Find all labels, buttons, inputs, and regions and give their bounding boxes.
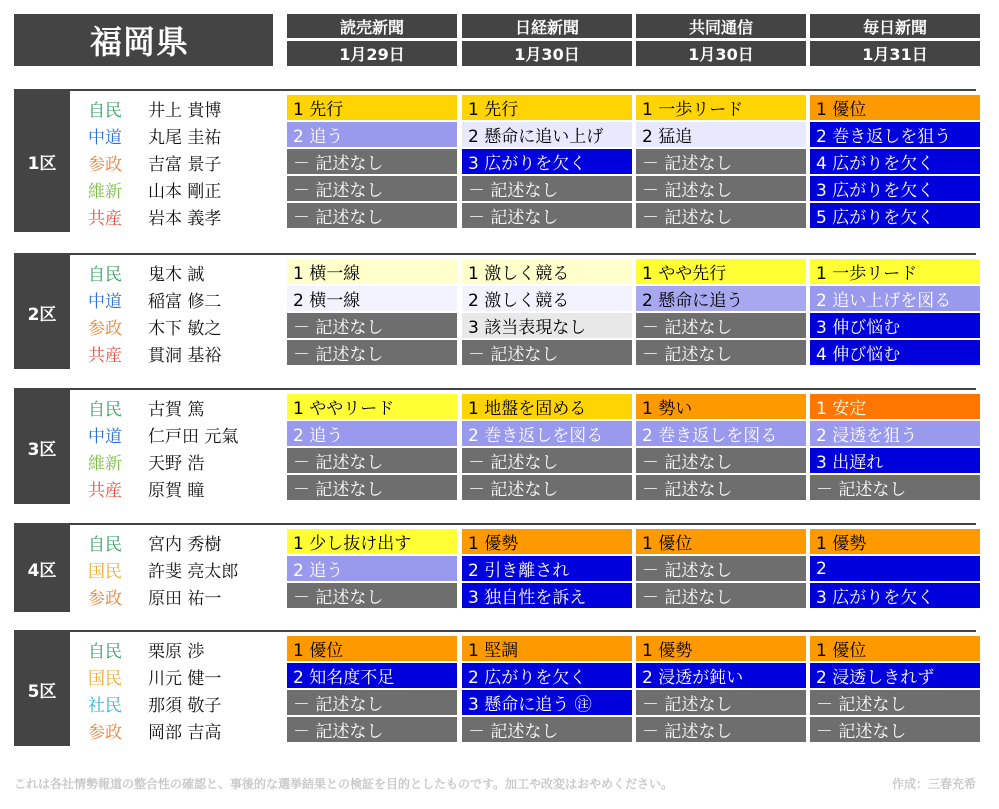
newspaper-header [462, 14, 632, 66]
candidate-name: 岩本 義孝 [148, 208, 222, 229]
assessment-cell: － 記述なし [287, 717, 457, 742]
assessment-cell: － 記述なし [810, 475, 980, 500]
assessment-cell: 1 横一線 [287, 259, 457, 284]
assessment-cell: 2 広がりを欠く [462, 663, 632, 688]
assessment-cell: － 記述なし [462, 475, 632, 500]
party-label: 中道 [88, 127, 122, 148]
assessment-cell: － 記述なし [636, 203, 806, 228]
party-label: 中道 [88, 426, 122, 447]
party-label: 自民 [88, 100, 122, 121]
assessment-cell: － 記述なし [287, 583, 457, 608]
footer-note: これは各社情勢報道の整合性の確認と、事後的な選挙結果との検証を目的としたものです。加工や改変はおやめください。 [14, 777, 674, 791]
newspaper-name: 読売新聞 [287, 14, 457, 38]
party-label: 自民 [88, 641, 122, 662]
assessment-cell: 1 勢い [636, 394, 806, 419]
assessment-cell: 3 出遅れ [810, 448, 980, 473]
district-label: 1区 [14, 91, 70, 232]
candidate-name: 稲富 修二 [148, 291, 222, 312]
footer-credit: 作成：三春充希 [891, 777, 976, 791]
assessment-cell: － 記述なし [636, 556, 806, 581]
district-separator [14, 89, 976, 91]
assessment-cell: 2 追う [287, 421, 457, 446]
party-label: 維新 [88, 453, 122, 474]
party-label: 共産 [88, 480, 122, 501]
assessment-cell: 1 やや先行 [636, 259, 806, 284]
assessment-cell: 1 堅調 [462, 636, 632, 661]
assessment-cell: － 記述なし [287, 176, 457, 201]
assessment-cell: 2 知名度不足 [287, 663, 457, 688]
assessment-cell: － 記述なし [287, 203, 457, 228]
newspaper-header [810, 14, 980, 66]
assessment-cell: 1 優勢 [462, 529, 632, 554]
party-label: 自民 [88, 534, 122, 555]
district-label: 2区 [14, 255, 70, 369]
assessment-cell: 2 引き離され [462, 556, 632, 581]
assessment-cell: 2 巻き返しを図る [462, 421, 632, 446]
assessment-cell: － 記述なし [462, 203, 632, 228]
newspaper-date: 1月31日 [810, 41, 980, 66]
assessment-cell: 2 懸命に追い上げ [462, 122, 632, 147]
party-label: 参政 [88, 318, 122, 339]
assessment-cell: － 記述なし [636, 717, 806, 742]
assessment-cell: 1 先行 [462, 95, 632, 120]
candidate-name: 原田 祐一 [148, 588, 222, 609]
assessment-cell: 1 激しく競る [462, 259, 632, 284]
assessment-cell: 2 浸透しきれず [810, 663, 980, 688]
party-label: 国民 [88, 561, 122, 582]
assessment-cell: － 記述なし [636, 313, 806, 338]
assessment-cell: － 記述なし [462, 340, 632, 365]
assessment-cell: 5 広がりを欠く [810, 203, 980, 228]
candidate-name: 那須 敬子 [148, 695, 222, 716]
assessment-cell: 3 広がりを欠く [462, 149, 632, 174]
candidate-name: 許斐 亮太郎 [148, 561, 239, 582]
assessment-cell: 1 先行 [287, 95, 457, 120]
footer [14, 775, 976, 792]
assessment-cell: 2 追う [287, 556, 457, 581]
assessment-cell: － 記述なし [636, 690, 806, 715]
assessment-cell: 2 巻き返しを図る [636, 421, 806, 446]
assessment-cell: 4 伸び悩む [810, 340, 980, 365]
newspaper-header [287, 14, 457, 66]
newspaper-name: 日経新聞 [462, 14, 632, 38]
assessment-cell: 1 地盤を固める [462, 394, 632, 419]
party-label: 共産 [88, 208, 122, 229]
party-label: 自民 [88, 264, 122, 285]
assessment-cell: 2 浸透が鈍い [636, 663, 806, 688]
assessment-cell: － 記述なし [287, 313, 457, 338]
assessment-cell: 3 独自性を訴え [462, 583, 632, 608]
newspaper-date: 1月30日 [462, 41, 632, 66]
candidate-name: 吉富 景子 [148, 154, 222, 175]
assessment-cell: 3 懸命に追う ㊟ [462, 690, 632, 715]
district-label: 3区 [14, 390, 70, 504]
party-label: 共産 [88, 345, 122, 366]
district-label: 4区 [14, 525, 70, 612]
party-label: 参政 [88, 588, 122, 609]
assessment-cell: 2 追う [287, 122, 457, 147]
assessment-cell: 1 一歩リード [810, 259, 980, 284]
assessment-cell: 1 一歩リード [636, 95, 806, 120]
assessment-cell: 1 優勢 [810, 529, 980, 554]
assessment-cell: － 記述なし [810, 717, 980, 742]
assessment-cell: 2 猛追 [636, 122, 806, 147]
assessment-cell: － 記述なし [636, 176, 806, 201]
assessment-cell: 4 広がりを欠く [810, 149, 980, 174]
assessment-cell: － 記述なし [287, 448, 457, 473]
newspaper-date: 1月29日 [287, 41, 457, 66]
candidate-name: 井上 貴博 [148, 100, 222, 121]
assessment-cell: 1 優位 [810, 95, 980, 120]
page-title: 福岡県 [14, 14, 273, 66]
assessment-cell: － 記述なし [287, 340, 457, 365]
party-label: 社民 [88, 695, 122, 716]
assessment-cell: 3 伸び悩む [810, 313, 980, 338]
party-label: 維新 [88, 181, 122, 202]
newspaper-name: 共同通信 [636, 14, 806, 38]
assessment-cell: 3 該当表現なし [462, 313, 632, 338]
assessment-cell: 2 [810, 556, 980, 581]
assessment-cell: － 記述なし [636, 149, 806, 174]
assessment-cell: － 記述なし [636, 448, 806, 473]
candidate-name: 山本 剛正 [148, 181, 222, 202]
assessment-cell: － 記述なし [636, 475, 806, 500]
assessment-cell: － 記述なし [462, 448, 632, 473]
candidate-name: 原賀 瞳 [148, 480, 205, 501]
candidate-name: 古賀 篤 [148, 399, 205, 420]
district-separator [14, 253, 976, 255]
candidate-name: 天野 浩 [148, 453, 205, 474]
assessment-cell: 2 追い上げを図る [810, 286, 980, 311]
district-label: 5区 [14, 632, 70, 746]
candidate-name: 鬼木 誠 [148, 264, 205, 285]
assessment-cell: 2 懸命に追う [636, 286, 806, 311]
assessment-cell: － 記述なし [636, 340, 806, 365]
newspaper-name: 毎日新聞 [810, 14, 980, 38]
candidate-name: 丸尾 圭祐 [148, 127, 222, 148]
candidate-name: 宮内 秀樹 [148, 534, 222, 555]
assessment-cell: 2 横一線 [287, 286, 457, 311]
newspaper-header [636, 14, 806, 66]
party-label: 参政 [88, 722, 122, 743]
candidate-name: 貫洞 基裕 [148, 345, 222, 366]
assessment-cell: － 記述なし [287, 149, 457, 174]
district-separator [14, 388, 976, 390]
assessment-cell: 2 巻き返しを狙う [810, 122, 980, 147]
candidate-name: 岡部 吉高 [148, 722, 222, 743]
candidate-name: 川元 健一 [148, 668, 222, 689]
assessment-cell: 1 ややリード [287, 394, 457, 419]
assessment-cell: 1 優位 [287, 636, 457, 661]
candidate-name: 木下 敏之 [148, 318, 222, 339]
assessment-cell: 1 優位 [810, 636, 980, 661]
district-separator [14, 523, 976, 525]
candidate-name: 仁戸田 元氣 [148, 426, 239, 447]
assessment-cell: 1 安定 [810, 394, 980, 419]
assessment-cell: 2 激しく競る [462, 286, 632, 311]
assessment-cell: － 記述なし [287, 690, 457, 715]
assessment-cell: 2 浸透を狙う [810, 421, 980, 446]
assessment-cell: － 記述なし [462, 717, 632, 742]
party-label: 中道 [88, 291, 122, 312]
assessment-cell: － 記述なし [810, 690, 980, 715]
party-label: 参政 [88, 154, 122, 175]
assessment-cell: 1 少し抜け出す [287, 529, 457, 554]
assessment-cell: 3 広がりを欠く [810, 176, 980, 201]
assessment-cell: 1 優位 [636, 529, 806, 554]
assessment-cell: 3 広がりを欠く [810, 583, 980, 608]
candidate-name: 栗原 渉 [148, 641, 205, 662]
assessment-cell: － 記述なし [636, 583, 806, 608]
assessment-cell: － 記述なし [462, 176, 632, 201]
newspaper-date: 1月30日 [636, 41, 806, 66]
district-separator [14, 630, 976, 632]
assessment-cell: 1 優勢 [636, 636, 806, 661]
assessment-cell: － 記述なし [287, 475, 457, 500]
party-label: 国民 [88, 668, 122, 689]
party-label: 自民 [88, 399, 122, 420]
